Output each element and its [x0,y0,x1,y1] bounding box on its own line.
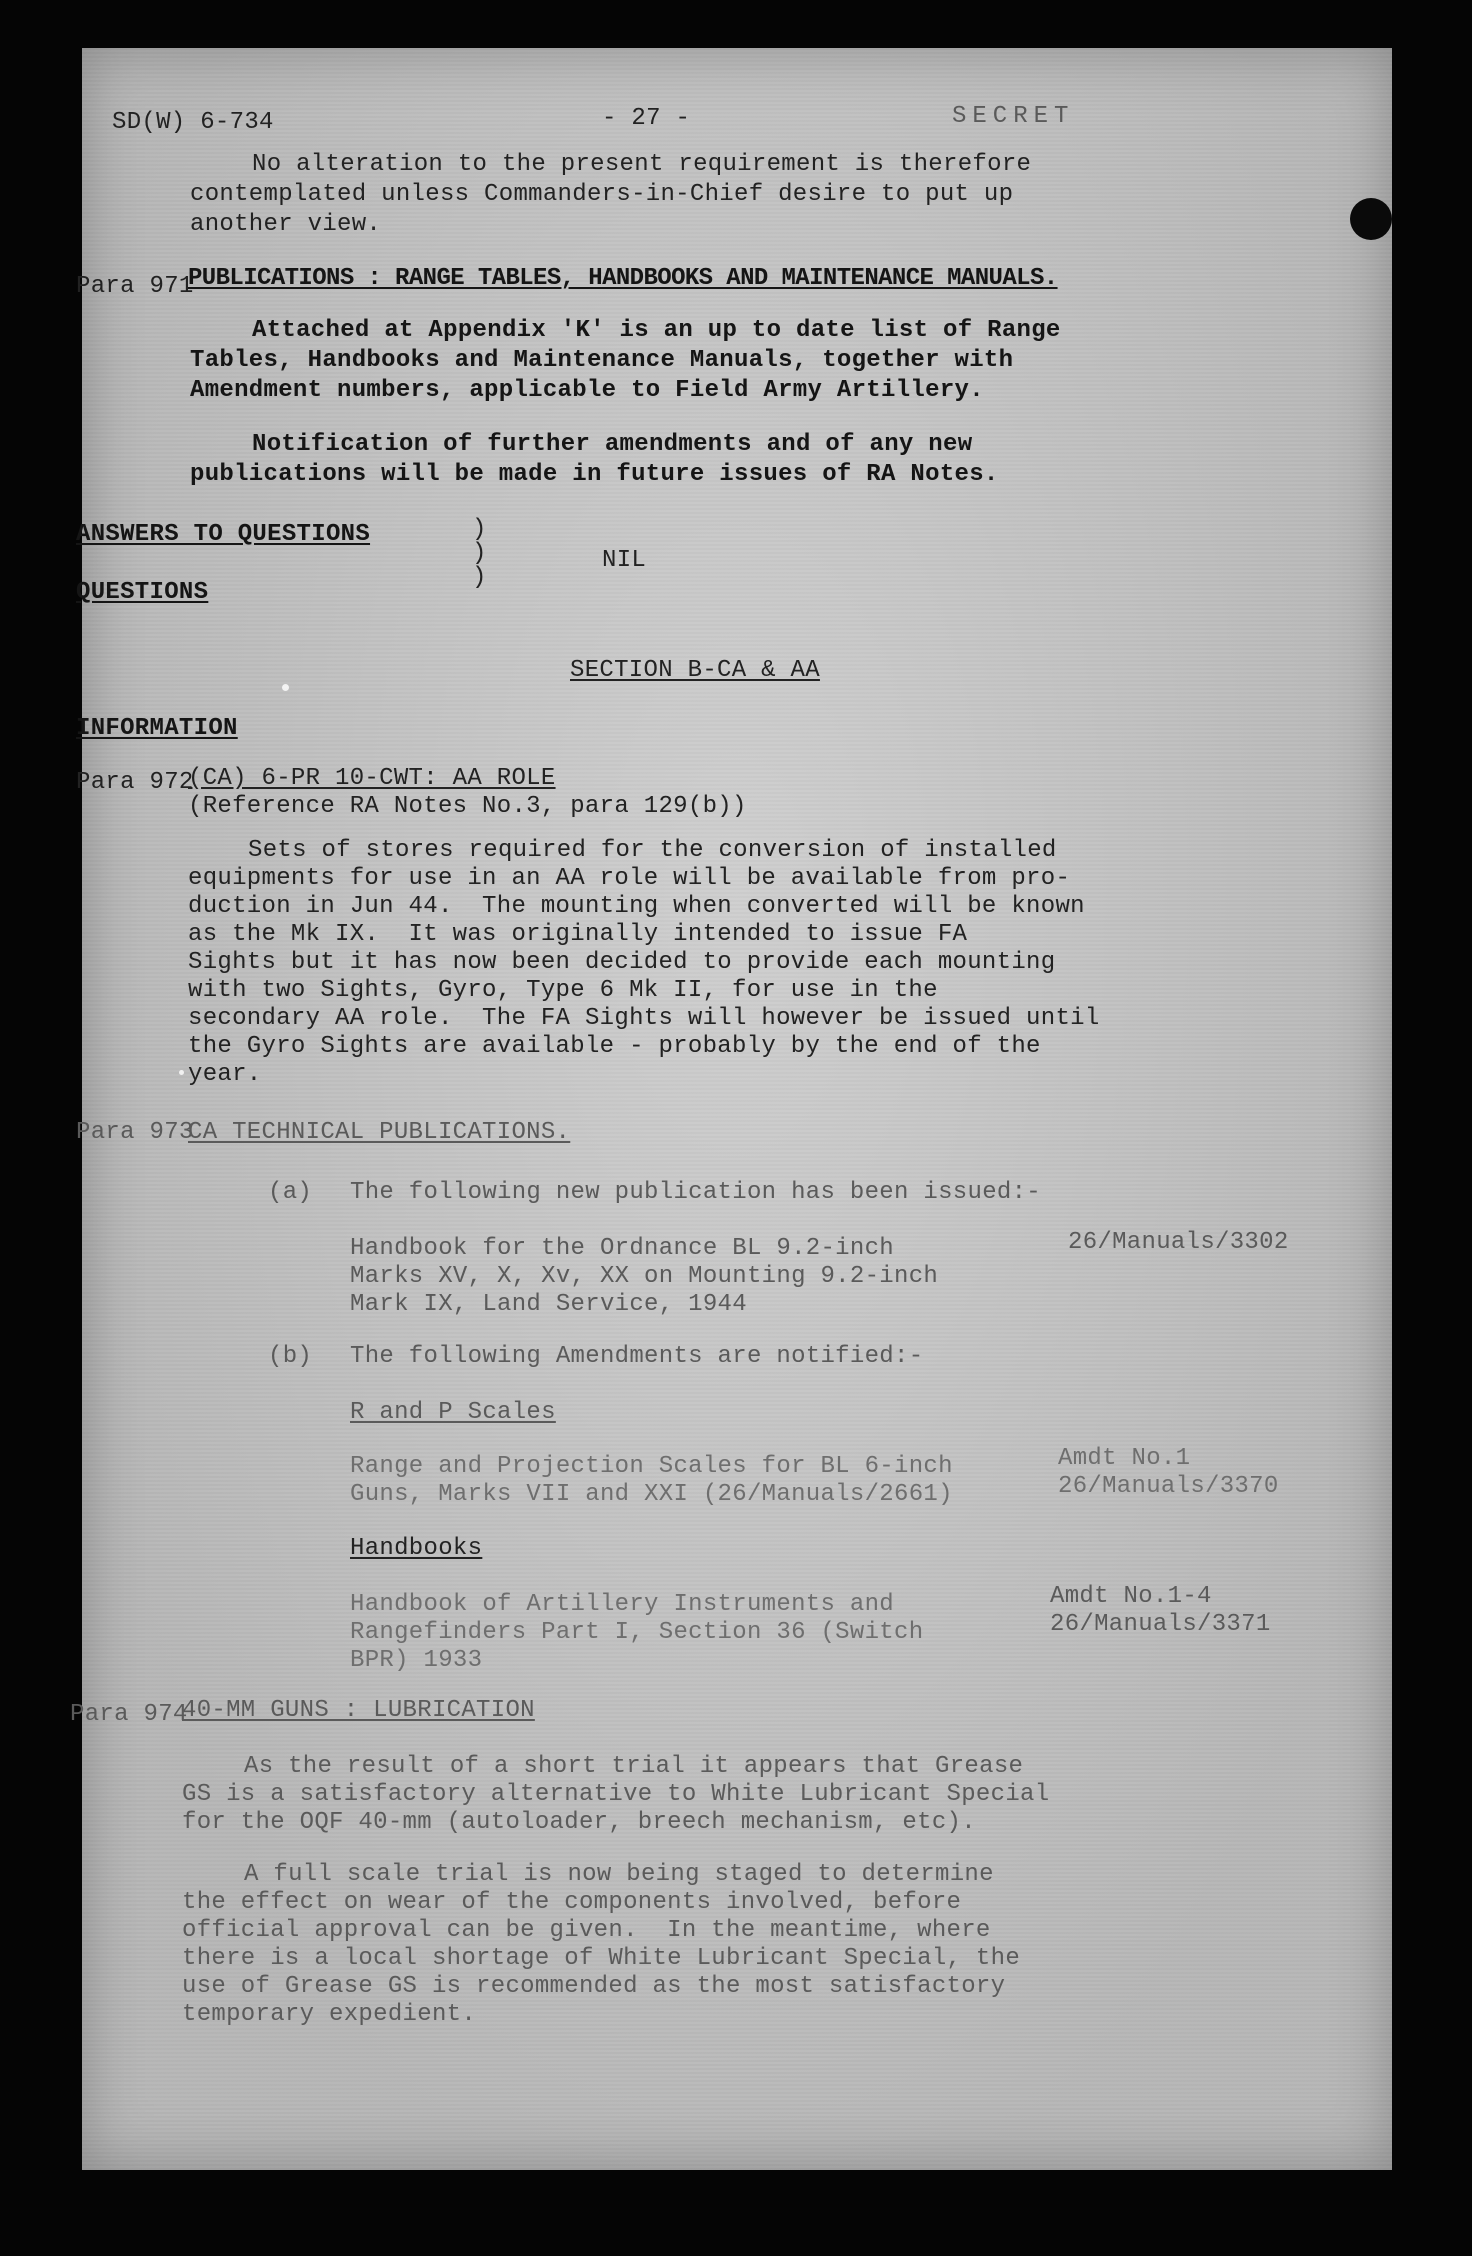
classification-mark: SECRET [952,103,1075,130]
para-972-heading: (CA) 6-PR 10-CWT: AA ROLE [188,765,556,792]
item-b-text: The following Amendments are notified:- [350,1343,924,1370]
answers-to-questions-heading: ANSWERS TO QUESTIONS [76,521,371,548]
item-a-marker: (a) [268,1179,313,1206]
information-heading: INFORMATION [76,715,238,742]
paper-speck [282,684,289,691]
handbooks-reference: 26/Manuals/3371 [1050,1611,1271,1638]
text-line: Sets of stores required for the conversion of installed [248,837,1057,864]
text-line: Tables, Handbooks and Maintenance Manuals, together with [190,347,1014,374]
text-line: Notification of further amendments and of any new [252,431,973,458]
text-line: Handbook for the Ordnance BL 9.2-inch [350,1235,894,1262]
text-line: BPR) 1933 [350,1647,483,1674]
para-973-label: Para 973 [76,1119,194,1146]
text-line: for the OQF 40-mm (autoloader, breech mechanism, etc). [182,1809,976,1836]
text-line: publications will be made in future issues of RA Notes. [190,461,999,488]
text-line: Rangefinders Part I, Section 36 (Switch [350,1619,924,1646]
text-line: equipments for use in an AA role will be available from pro- [188,865,1071,892]
text-line: duction in Jun 44. The mounting when converted will be known [188,893,1085,920]
para-971-heading: PUBLICATIONS : RANGE TABLES, HANDBOOKS AND MAINTENANCE MANUALS. [188,265,1058,292]
item-a-text: The following new publication has been issued:- [350,1179,1042,1206]
text-line: As the result of a short trial it appears that Grease [244,1753,1024,1780]
text-line: secondary AA role. The FA Sights will however be issued until [188,1005,1100,1032]
text-line: another view. [190,211,382,238]
section-title: SECTION B-CA & AA [570,657,820,684]
para-972-label: Para 972 [76,769,194,796]
text-line: Mark IX, Land Service, 1944 [350,1291,747,1318]
item-b-marker: (b) [268,1343,313,1370]
para-974-heading: 40-MM GUNS : LUBRICATION [182,1697,535,1724]
handbooks-heading: Handbooks [350,1535,483,1562]
document-page [70,48,1392,2170]
text-line: Sights but it has now been decided to provide each mounting [188,949,1056,976]
punch-hole [1350,198,1392,240]
text-line: use of Grease GS is recommended as the most satisfactory [182,1973,1006,2000]
document-reference: SD(W) 6-734 [112,109,274,136]
text-line: GS is a satisfactory alternative to White Lubricant Special [182,1781,1050,1808]
text-line: Range and Projection Scales for BL 6-inch [350,1453,953,1480]
r-and-p-reference: 26/Manuals/3370 [1058,1473,1279,1500]
para-971-label: Para 971 [76,273,194,300]
para-972-reference: (Reference RA Notes No.3, para 129(b)) [188,793,747,820]
paper-speck [179,1070,184,1075]
text-line: temporary expedient. [182,2001,477,2028]
r-and-p-amendment: Amdt No.1 [1058,1445,1191,1472]
text-line: Marks XV, X, Xv, XX on Mounting 9.2-inch [350,1263,939,1290]
page-number: - 27 - [602,105,691,132]
questions-heading: QUESTIONS [76,579,209,606]
text-line: there is a local shortage of White Lubricant Special, the [182,1945,1021,1972]
text-line: with two Sights, Gyro, Type 6 Mk II, for use in the [188,977,938,1004]
item-a-reference: 26/Manuals/3302 [1068,1229,1289,1256]
text-line: year. [188,1061,262,1088]
text-line: No alteration to the present requirement is therefore [252,151,1032,178]
text-line: Handbook of Artillery Instruments and [350,1591,894,1618]
handbooks-amendment: Amdt No.1-4 [1050,1583,1212,1610]
para-974-label: Para 974 [70,1701,188,1728]
nil-text: NIL [602,547,647,574]
r-and-p-scales-heading: R and P Scales [350,1399,556,1426]
text-line: Guns, Marks VII and XXI (26/Manuals/2661) [350,1481,953,1508]
text-line: Attached at Appendix 'K' is an up to date list of Range [252,317,1061,344]
text-line: the effect on wear of the components involved, before [182,1889,962,1916]
text-line: as the Mk IX. It was originally intended to issue FA [188,921,968,948]
text-line: A full scale trial is now being staged to determine [244,1861,994,1888]
brace: ) ) ) [472,516,487,591]
para-973-heading: CA TECHNICAL PUBLICATIONS. [188,1119,571,1146]
text-line: the Gyro Sights are available - probably by the end of the [188,1033,1041,1060]
text-line: Amendment numbers, applicable to Field Army Artillery. [190,377,984,404]
text-line: official approval can be given. In the meantime, where [182,1917,991,1944]
text-line: contemplated unless Commanders-in-Chief desire to put up [190,181,1014,208]
